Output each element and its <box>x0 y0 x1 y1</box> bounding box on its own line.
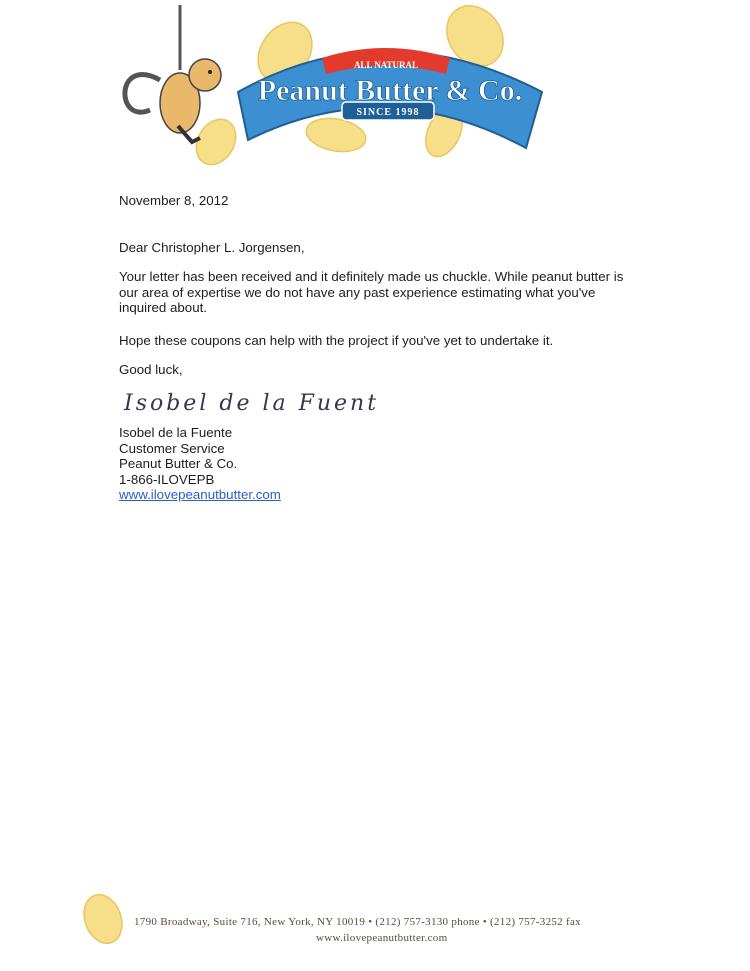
letterhead-logo <box>110 0 550 170</box>
signature-block <box>119 425 639 503</box>
handwritten-signature <box>120 380 380 424</box>
footer-peanut-icon <box>78 890 128 948</box>
footer-address: 1790 Broadway, Suite 716, New York, NY 10019 • (212) 757-3130 phone • (212) 757-3252 fax <box>134 916 581 928</box>
body-paragraph-1: Your letter has been received and it definitely made us chuckle. While peanut butter is our area of expertise we do not have any past experience estimating what you've inquired about. <box>119 269 624 315</box>
signer-company: Peanut Butter & Co. <box>119 456 238 471</box>
signer-phone: 1-866-ILOVEPB <box>119 471 215 487</box>
monkey-icon <box>125 5 221 142</box>
svg-text:Isobel de la Fuente: Isobel de la Fuente <box>124 391 380 416</box>
brand-name: Peanut Butter & Co. <box>257 74 523 107</box>
since-label: SINCE 1998 <box>356 107 420 118</box>
letter-date: November 8, 2012 <box>119 193 229 208</box>
salutation: Dear Christopher L. Jorgensen, <box>119 240 305 255</box>
body-paragraph-2: Hope these coupons can help with the project if you've yet to undertake it. <box>119 333 554 348</box>
closing: Good luck, <box>119 362 183 377</box>
signer-name: Isobel de la Fuente <box>119 425 233 440</box>
website-link[interactable]: www.ilovepeanutbutter.com <box>119 487 281 502</box>
signer-department: Customer Service <box>119 440 225 456</box>
tagline: ALL NATURAL <box>353 60 419 70</box>
footer-url: www.ilovepeanutbutter.com <box>316 932 448 944</box>
